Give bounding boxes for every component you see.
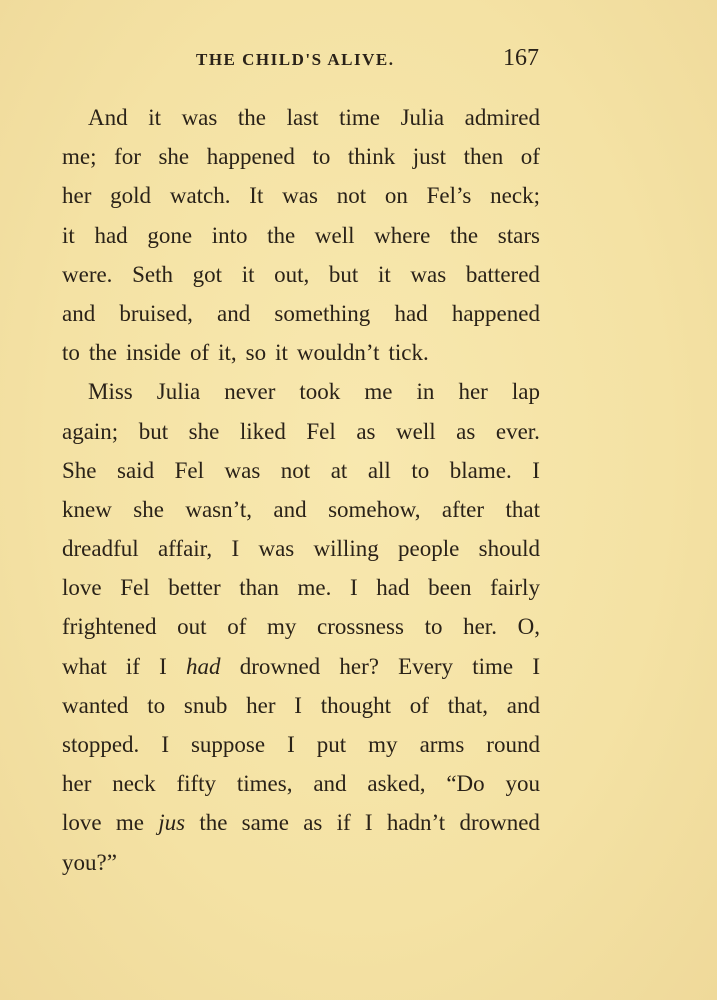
text-line: to the inside of it, so it wouldn’t tick. [62, 340, 429, 366]
text-line: knew she wasn’t, and somehow, after that [62, 496, 540, 522]
text-line: stopped. I suppose I put my arms round [62, 732, 540, 757]
text-line: wanted to snub her I thought of that, and [62, 692, 540, 718]
text-line: it had gone into the well where the stars [62, 222, 540, 248]
text-line: me; for she happened to think just then of [62, 144, 540, 170]
text-line: what if I had drowned her? Every time I [62, 653, 540, 679]
text-line: her gold watch. It was not on Fel’s neck; [62, 183, 540, 209]
body-text [62, 98, 540, 882]
text-line: and bruised, and something had happened [62, 300, 540, 326]
text-line: love me jus the same as if I hadn’t drowned [62, 810, 540, 836]
text-line: you?” [62, 849, 117, 875]
text-line: frightened out of my crossness to her. O, [62, 614, 540, 640]
text-line: dreadful affair, I was willing people should [62, 536, 540, 562]
text-line: her neck fifty times, and asked, “Do you [62, 771, 540, 797]
page-number: 167 [503, 45, 539, 71]
text-line: again; but she liked Fel as well as ever. [62, 418, 540, 444]
running-head-title: THE CHILD'S ALIVE. [196, 50, 395, 69]
text-line: And it was the last time Julia admired [88, 105, 540, 130]
text-line: Miss Julia never took me in her lap [88, 379, 540, 405]
text-line: were. Seth got it out, but it was battered [62, 261, 540, 287]
text-line: She said Fel was not at all to blame. I [62, 457, 540, 483]
text-line: love Fel better than me. I had been fairly [62, 575, 540, 601]
